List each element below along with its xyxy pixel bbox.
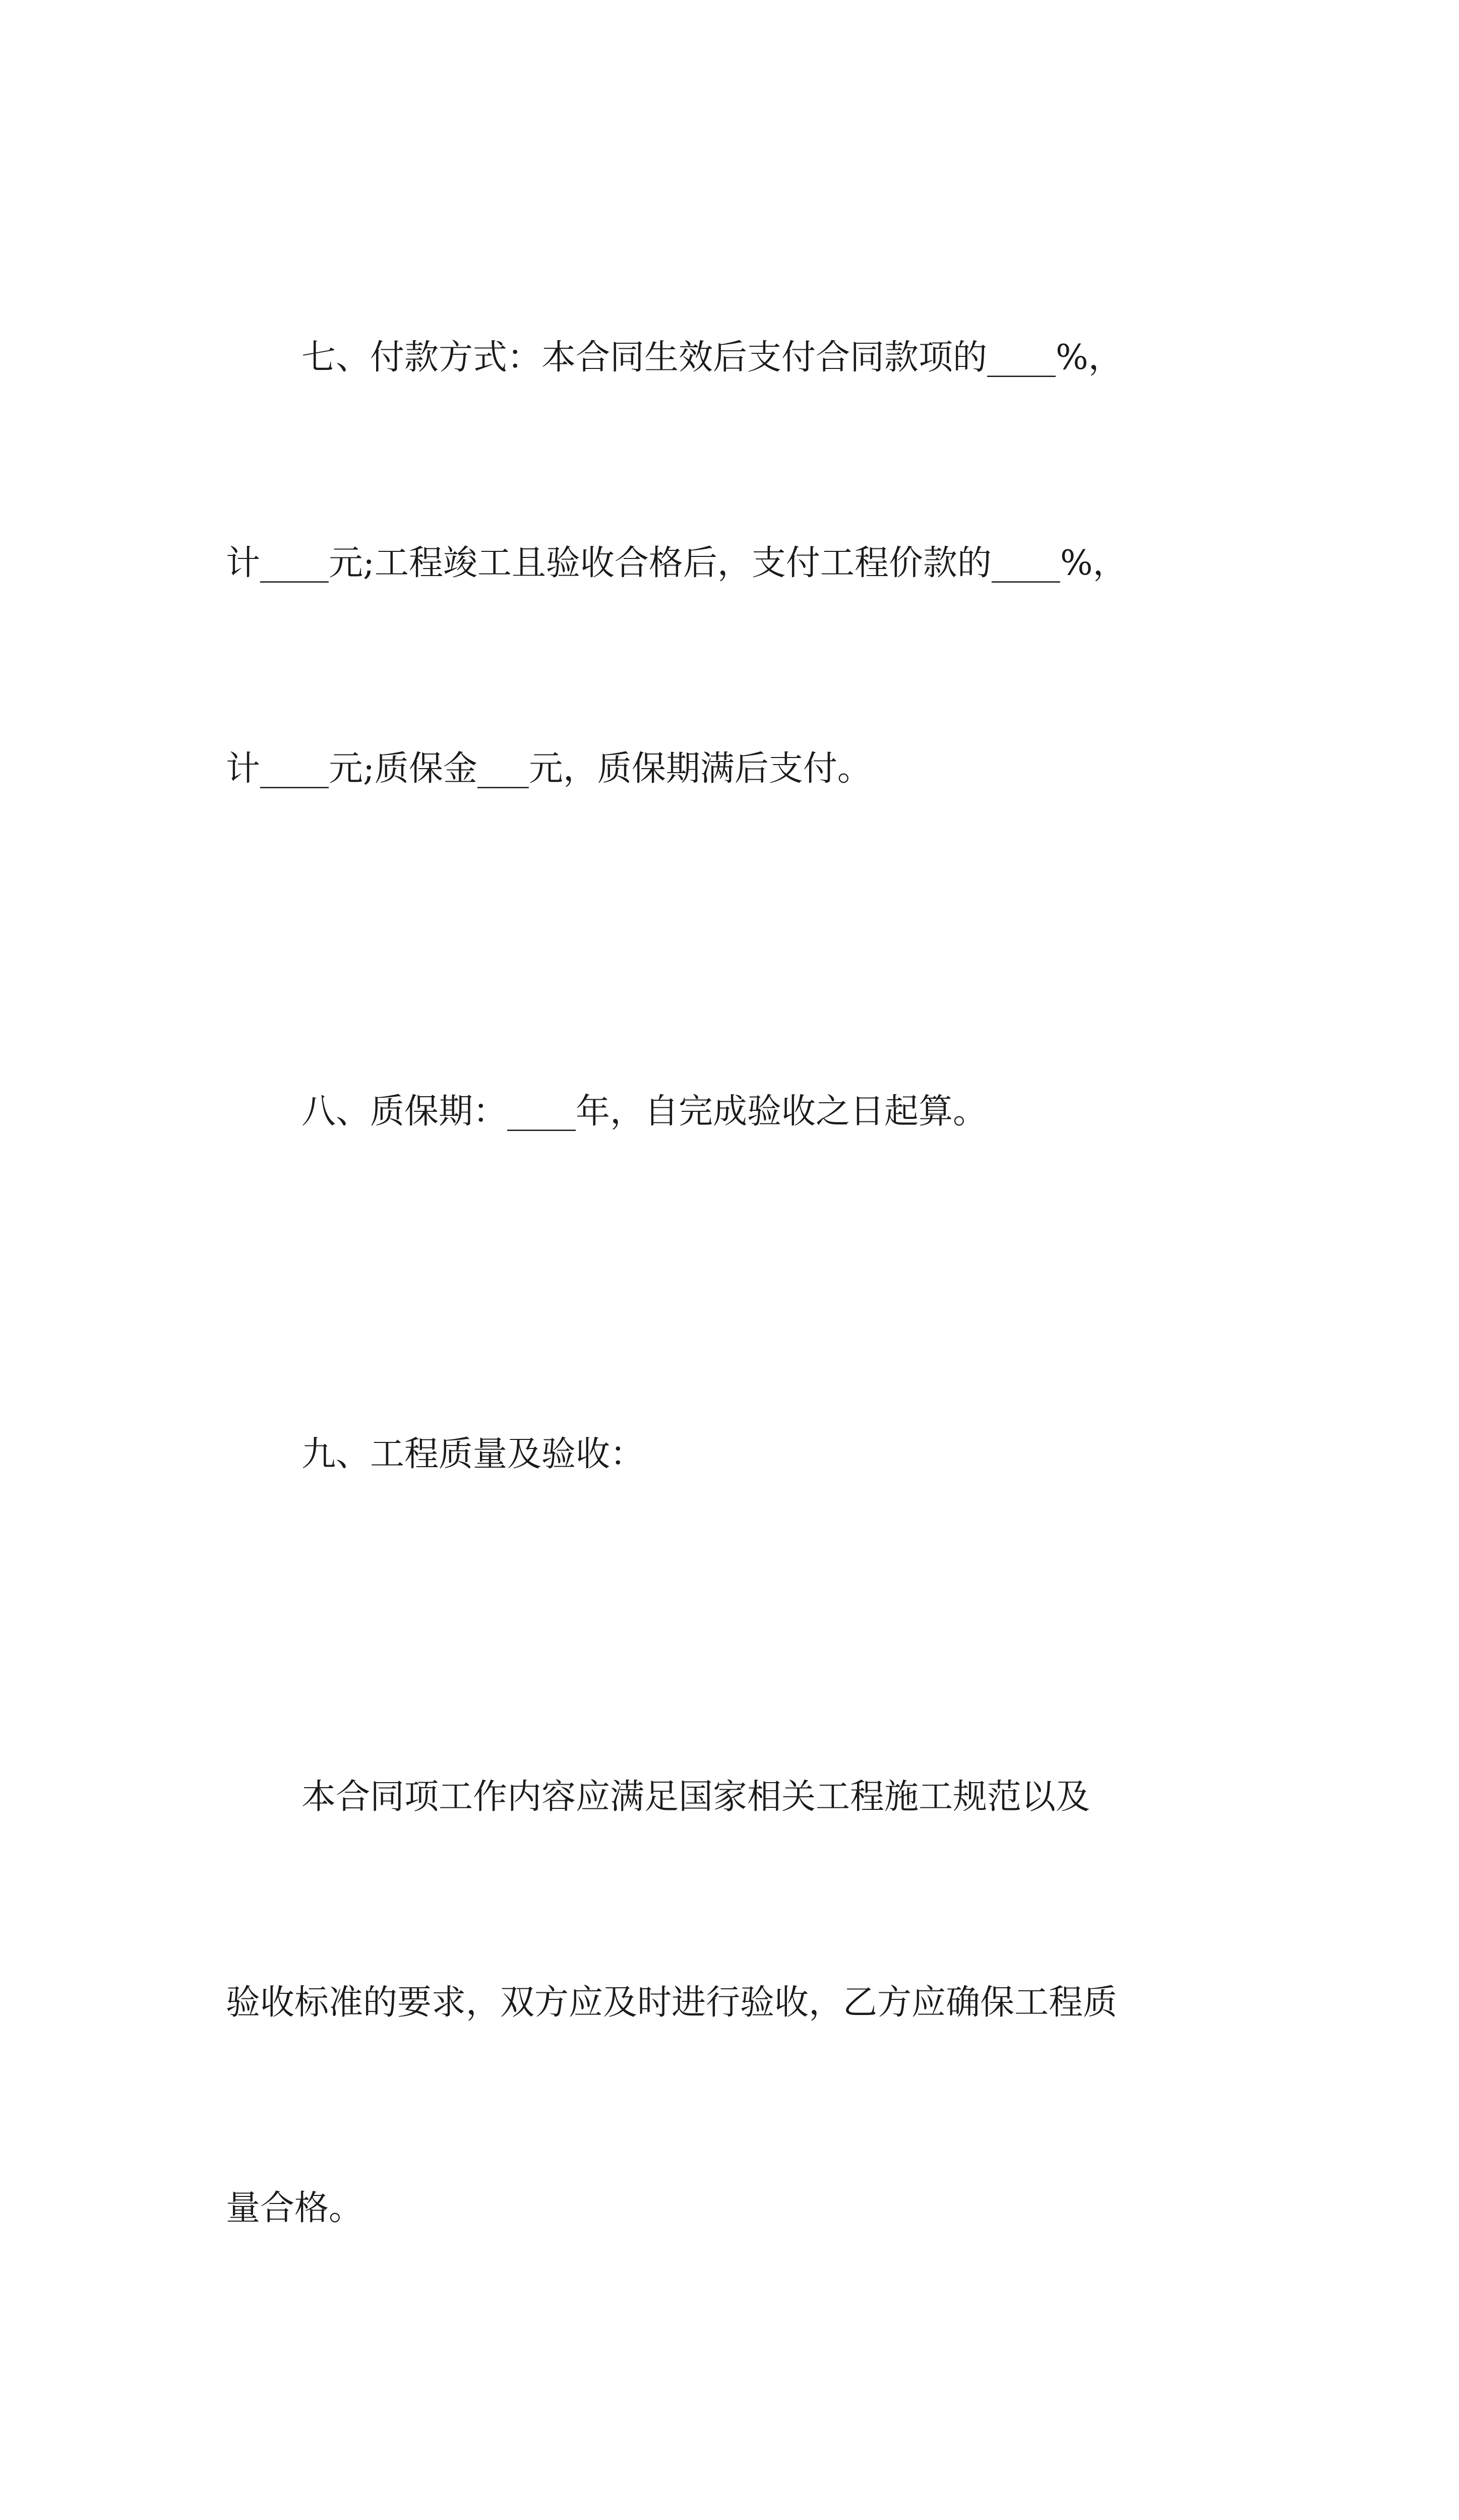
text-line: 八、质保期：____年，自完成验收之日起算。 <box>301 1092 988 1131</box>
section-heading-quality-acceptance <box>226 1283 1240 1626</box>
paragraph-quality-acceptance <box>226 1626 1240 2380</box>
text-line: 七、付款方式：本合同生效后支付合同款项的____%， <box>301 338 1123 377</box>
text-line: 验收标准的要求，双方应及时进行验收，乙方应确保工程质 <box>226 1983 1118 2023</box>
text-line: 计____元;质保金___元，质保期满后支付。 <box>226 749 872 789</box>
document-body <box>226 186 1240 2520</box>
paragraph-warranty-period <box>226 940 1240 1283</box>
text-line <box>226 2517 1240 2520</box>
text-line: 本合同项工作内容应满足国家相关工程施工规范以及 <box>301 1777 1090 1817</box>
text-line: 计____元;工程竣工且验收合格后，支付工程价款的____%， <box>226 543 1127 583</box>
paragraph-payment-method <box>226 186 1240 940</box>
section-heading-party-a <box>226 2380 1240 2520</box>
text-line: 量合格。 <box>226 2188 363 2228</box>
text-line: 九、工程质量及验收： <box>301 1434 645 1474</box>
